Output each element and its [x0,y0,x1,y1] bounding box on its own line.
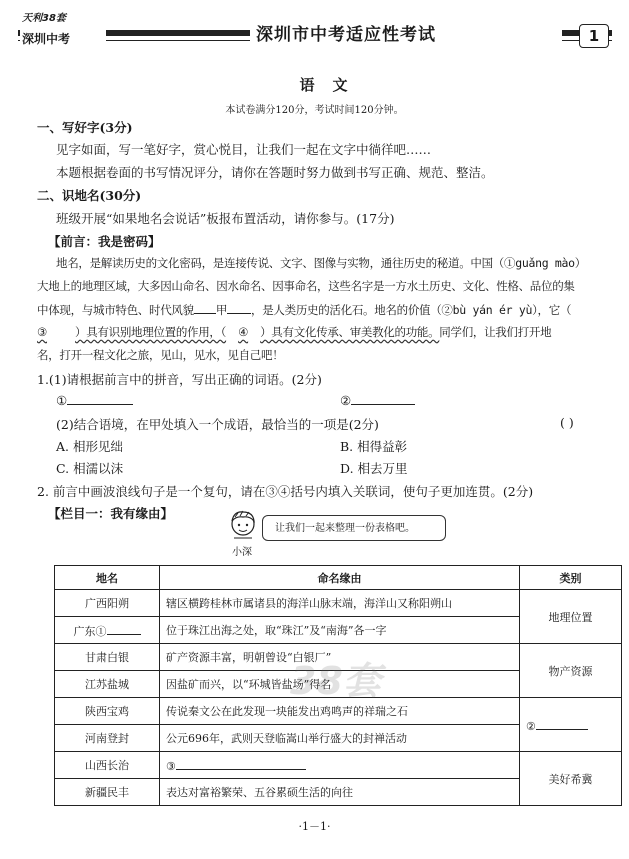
blank-underline [194,301,216,314]
preface-line-5: 名，打开一程文化之旅，见山，见水，见自己吧！ [37,348,284,362]
preface-line-3-part-a: 中体现，与城市特色、时代风貌 [37,303,194,317]
option-b[interactable]: B. 相得益彰 [340,439,408,454]
place-cell: 陕西宝鸡 [55,698,160,725]
wavy-sentence-part-1: ）具有识别地理位置的作用，（ [75,325,227,339]
answer-line[interactable] [351,392,415,405]
place-cell: 江苏盐城 [55,671,160,698]
preface-line-3 [37,301,571,318]
preface-line-4 [37,324,551,340]
section1-heading: 一、写好字(3分) [37,120,133,135]
blank-4-label: ④ [238,325,249,339]
table-row [55,590,622,617]
category-cell: 美好希冀 [520,752,622,806]
table-header-reason: 命名缘由 [160,566,520,590]
column-1-label: 【栏目一：我有缘由】 [48,506,174,521]
option-d[interactable]: D. 相去万里 [340,461,408,476]
category-blank-label: ② [526,719,536,733]
brand-logo-text: 天利38套 [22,13,66,24]
answer-label-1: ① [56,393,68,408]
answer-paren[interactable]: ( ) [560,415,574,430]
reason-cell: 位于珠江出海之处，取“珠江”及“南海”各一字 [160,617,520,644]
preface-label: 【前言：我是密码】 [48,234,161,249]
reason-cell: 因盐矿而兴，以“环城皆盐场”得名 [160,671,520,698]
question-1-2: (2)结合语境，在甲处填入一个成语，最恰当的一项是(2分) [56,417,379,432]
place-cell: 河南登封 [55,725,160,752]
question-2: 2. 前言中画波浪线句子是一个复句，请在③④括号内填入关联词，使句子更加连贯。(2分) [37,484,534,499]
speech-bubble: 让我们一起来整理一份表格吧。 [262,515,446,541]
reason-cell: 矿产资源丰富，明朝曾设“白银厂” [160,644,520,671]
preface-line-3-part-b: ，是人类历史的活化石。地名的价值（②bù yán ér yù），它（ [251,303,572,317]
answer-blank-2 [340,392,415,408]
answer-line[interactable] [176,757,306,770]
answer-label-2: ② [340,393,352,408]
watermark-logo: 38套 [290,659,381,703]
preface-line-1: 地名，是解读历史的文化密码，是连接传说、文字、图像与实物，通往历史的秘道。中国（①guǎng mào） [56,256,587,270]
section2-intro: 班级开展“如果地名会说话”板报布置活动，请你参与。(17分) [56,211,395,226]
character-name: 小深 [232,547,252,558]
blank-jia-label: 甲 [215,303,228,317]
category-cell [520,698,622,752]
blank-underline [227,301,251,314]
reason-cell: 传说秦文公在此发现一块能发出鸡鸣声的祥瑞之石 [160,698,520,725]
table-header-place: 地名 [55,566,160,590]
place-cell: 广西阳朔 [55,590,160,617]
answer-blank-1 [56,392,133,408]
place-cell: 甘肃白银 [55,644,160,671]
table-row [55,752,622,779]
section1-paragraph-2: 本题根据卷面的书写情况评分，请你在答题时努力做到书写正确、规范、整洁。 [56,165,494,180]
page-number-badge: 1 [579,24,609,48]
place-cell: 新疆民丰 [55,779,160,806]
preface-line-4-tail: 同学们，让我们打开地 [439,325,552,339]
answer-line[interactable] [536,717,588,730]
section1-paragraph-1: 见字如面，写一笔好字，赏心悦目，让我们一起在文字中徜徉吧…… [56,142,432,157]
table-header-category: 类别 [520,566,622,590]
exam-info: 本试卷满分120分，考试时间120分钟。 [225,105,404,116]
reason-cell [160,752,520,779]
preface-line-2: 大地上的地理区域，大多因山命名、因水命名、因事命名，这些名字是一方水土历史、文化、性格、品位的集 [37,279,575,293]
question-1-1: 1.(1)请根据前言中的拼音，写出正确的词语。(2分) [37,372,322,387]
exam-title: 深圳市中考适应性考试 [250,20,562,45]
table-header-row [55,566,622,590]
wavy-sentence [37,325,439,339]
option-c[interactable]: C. 相濡以沫 [56,461,124,476]
place-cell: 山西长治 [55,752,160,779]
section2-heading: 二、识地名(30分) [37,188,142,203]
subject-title: 语文 [299,76,366,94]
place-cell [55,617,160,644]
reason-cell: 辖区横跨桂林市属诸县的海洋山脉末端，海洋山又称阳朔山 [160,590,520,617]
page-footer: ·1－1· [298,820,331,833]
blank-3-label: ③ [37,325,48,339]
option-a[interactable]: A. 相形见绌 [56,439,123,454]
reason-cell: 表达对富裕繁荣、五谷累硕生活的向往 [160,779,520,806]
place-label: 广东① [73,624,107,638]
reason-blank-label: ③ [166,760,176,773]
answer-line[interactable] [107,622,141,635]
category-cell: 物产资源 [520,644,622,698]
character-avatar-icon [226,508,260,542]
answer-line[interactable] [67,392,133,405]
brand-subtitle: 深圳中考 [22,32,71,46]
category-cell: 地理位置 [520,590,622,644]
reason-cell: 公元696年，武则天登临嵩山举行盛大的封禅活动 [160,725,520,752]
wavy-sentence-part-2: ）具有文化传承、审美教化的功能。 [260,325,440,339]
